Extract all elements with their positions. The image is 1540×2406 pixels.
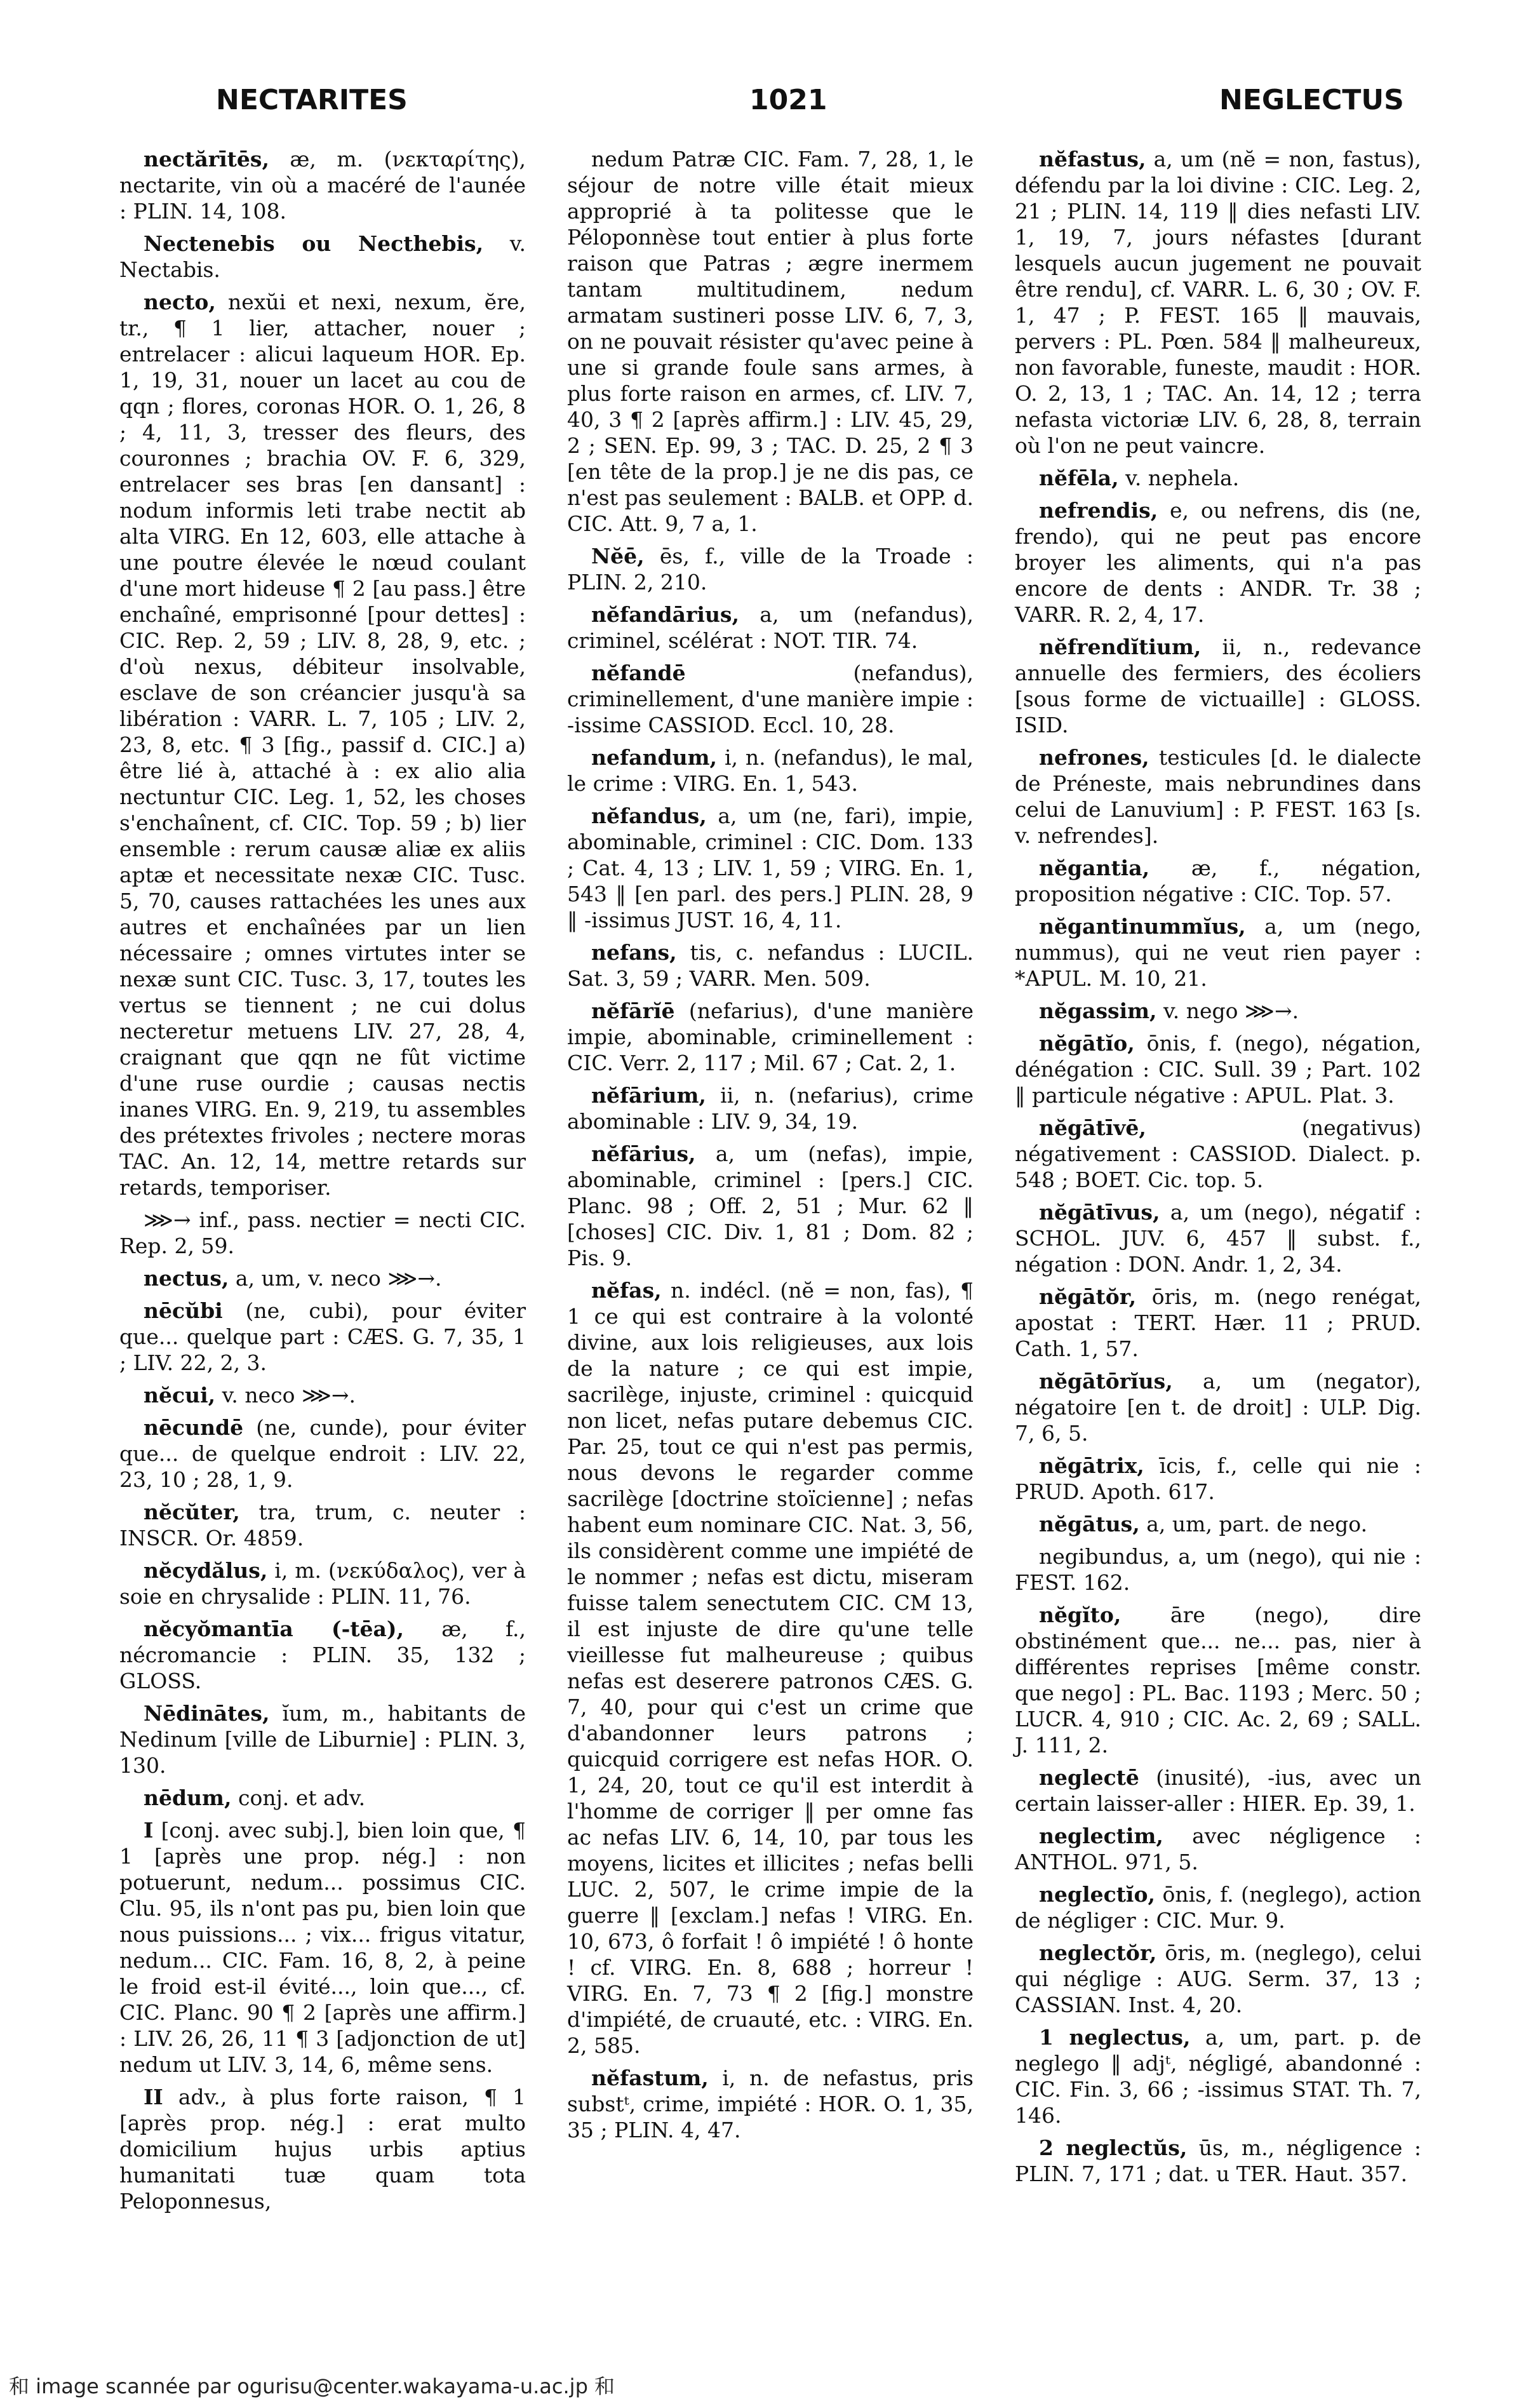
dictionary-entry — [119, 1785, 526, 1811]
entry-headword: nĕcydălus, — [144, 1558, 268, 1583]
entry-definition: a, um, part. p. de neglego ‖ adjᵗ, négligé, abandonné : CIC. Fin. 3, 66 ; -issimus STAT. Th. 7, 146. — [1015, 2025, 1421, 2128]
dictionary-entry — [119, 1557, 526, 1610]
entry-headword: nefans, — [591, 940, 677, 965]
dictionary-entry — [567, 146, 974, 537]
entry-definition: ii, n. (nefarius), crime abominable : LIV. 9, 34, 19. — [567, 1083, 974, 1134]
entry-headword: neglectŏr, — [1039, 1940, 1157, 1965]
entry-headword: nĕgĭto, — [1039, 1603, 1122, 1627]
page-header — [0, 84, 1540, 135]
entry-definition: (inusité), -ius, avec un certain laisser-aller : HIER. Ep. 39, 1. — [1015, 1765, 1421, 1816]
dictionary-entry — [567, 543, 974, 595]
entry-definition: (ne, cubi), pour éviter que... quelque part : CÆS. G. 7, 35, 1 ; LIV. 22, 2, 3. — [119, 1298, 526, 1375]
entry-headword: nĕgātīvus, — [1039, 1200, 1160, 1225]
dictionary-entry — [567, 1141, 974, 1271]
entry-headword: nĕfrendĭtium, — [1039, 635, 1202, 659]
entry-definition: ĭum, m., habitants de Nedinum [ville de Liburnie] : PLIN. 3, 130. — [119, 1701, 526, 1778]
dictionary-entry — [1015, 1881, 1421, 1933]
entry-definition: (ne, cunde), pour éviter que... de quelque endroit : LIV. 22, 23, 10 ; 28, 1, 9. — [119, 1415, 526, 1492]
dictionary-entry — [1015, 1511, 1421, 1537]
dictionary-entry — [1015, 1823, 1421, 1875]
entry-headword: nĕgantia, — [1039, 856, 1150, 880]
entry-headword: Nĕē, — [591, 544, 645, 568]
dictionary-columns — [119, 146, 1421, 2306]
entry-headword: nĕgātrix, — [1039, 1453, 1144, 1478]
dictionary-entry — [567, 744, 974, 796]
entry-definition: ūs, m., négligence : PLIN. 7, 171 ; dat. u TER. Haut. 357. — [1015, 2135, 1421, 2186]
column-left — [119, 146, 526, 2306]
entry-definition: conj. et adv. — [238, 1785, 366, 1810]
dictionary-entry — [119, 1817, 526, 2078]
dictionary-entry — [119, 1499, 526, 1551]
dictionary-entry — [119, 231, 526, 283]
entry-definition: īcis, f., celle qui nie : PRUD. Apoth. 617. — [1015, 1453, 1421, 1504]
dictionary-entry — [567, 803, 974, 933]
entry-definition: ōnis, f. (neglego), action de négliger : CIC. Mur. 9. — [1015, 1882, 1421, 1933]
entry-headword: nĕcŭter, — [144, 1500, 240, 1524]
entry-definition: e, ou nefrens, dis (ne, frendo), qui ne peut pas encore broyer les aliments, qui n'a pas encore de dents : ANDR. Tr. 38 ; VARR. R. 2, 4, 17. — [1015, 498, 1421, 627]
dictionary-entry — [567, 2065, 974, 2143]
entry-definition: ⋙→ inf., pass. nectier = necti CIC. Rep. 2, 59. — [119, 1207, 526, 1258]
dictionary-entry — [1015, 2024, 1421, 2128]
entry-definition: avec négligence : ANTHOL. 971, 5. — [1015, 1824, 1421, 1874]
entry-headword: nĕfēla, — [1039, 466, 1119, 490]
entry-definition: ōris, m. (nego renégat, apostat : TERT. Hær. 11 ; PRUD. Cath. 1, 57. — [1015, 1284, 1421, 1361]
entry-definition: i, m. (νεκύδαλος), ver à soie en chrysalide : PLIN. 11, 76. — [119, 1558, 526, 1609]
entry-headword: Nectenebis ou Necthebis, — [144, 231, 484, 256]
entry-definition: ōnis, f. (nego), négation, dénégation : CIC. Sull. 39 ; Part. 102 ‖ particule négative : APUL. Plat. 3. — [1015, 1031, 1421, 1108]
entry-definition: a, um (nego, nummus), qui ne veut rien payer : *APUL. M. 10, 21. — [1015, 914, 1422, 991]
entry-definition: (negativus) négativement : CASSIOD. Dialect. p. 548 ; BOET. Cic. top. 5. — [1015, 1115, 1421, 1192]
header-left-guide-word: NECTARITES — [216, 84, 408, 116]
entry-headword: nĕgātīvē, — [1039, 1115, 1146, 1140]
entry-headword: II — [144, 2085, 163, 2109]
entry-headword: nēdum, — [144, 1785, 232, 1810]
dictionary-entry — [119, 289, 526, 1200]
dictionary-entry — [567, 660, 974, 738]
entry-definition: ōris, m. (neglego), celui qui néglige : AUG. Serm. 37, 13 ; CASSIAN. Inst. 4, 20. — [1015, 1940, 1422, 2017]
entry-definition: nedum Patræ CIC. Fam. 7, 28, 1, le séjour de notre ville était mieux approprié à ta politesse que le Péloponnèse tout entier à plus forte raison que Patras ; ægre inermem tantam multitudinem, nedum armatam sustineri posse LIV. 6, 7, 3, on ne pouvait résister qu'avec peine à une si grande foule sans armes, à plus forte raison en armes, cf. LIV. 7, 40, 3 ¶ 2 [après affirm.] : LIV. 45, 29, 2 ; SEN. Ep. 99, 3 ; TAC. D. 25, 2 ¶ 3 [en tête de la prop.] je ne dis pas, ce n'est pas seulement : BALB. et OPP. d. CIC. Att. 9, 7 a, 1. — [567, 147, 974, 536]
dictionary-entry — [1015, 1030, 1421, 1108]
entry-definition: a, um, part. de nego. — [1146, 1512, 1368, 1536]
entry-headword: nectărītēs, — [144, 147, 269, 171]
entry-headword: nĕfārius, — [591, 1141, 696, 1166]
dictionary-entry — [119, 1700, 526, 1778]
dictionary-entry — [1015, 998, 1421, 1024]
entry-definition: a, um (ne, fari), impie, abominable, criminel : CIC. Dom. 133 ; Cat. 4, 13 ; LIV. 1, 59 ; VIRG. En. 1, 543 ‖ [en parl. des pers.] PLIN. 28, 9 ‖ -issimus JUST. 16, 4, 11. — [567, 803, 974, 932]
dictionary-entry — [1015, 1543, 1421, 1596]
dictionary-entry — [119, 146, 526, 224]
dictionary-entry — [119, 1207, 526, 1259]
dictionary-entry — [1015, 1453, 1421, 1505]
dictionary-entry — [1015, 1284, 1421, 1362]
entry-definition: [conj. avec subj.], bien loin que, ¶ 1 [après une prop. nég.] : non potuerunt, nedum... possimus CIC. Clu. 95, ils n'ont pas pu, bien loin que nous puissions... ; vix... frigus vitatur, nedum... CIC. Fam. 16, 8, 2, à peine le froid est-il évité..., loin que..., cf. CIC. Planc. 90 ¶ 2 [après une affirm.] : LIV. 26, 26, 11 ¶ 3 [adjonction de ut] nedum ut LIV. 3, 14, 6, même sens. — [119, 1818, 526, 2077]
entry-definition: (nefandus), criminellement, d'une manière impie : -issime CASSIOD. Eccl. 10, 28. — [567, 661, 974, 737]
entry-headword: nĕfārium, — [591, 1083, 706, 1108]
dictionary-entry — [1015, 634, 1421, 738]
entry-definition: tis, c. nefandus : LUCIL. Sat. 3, 59 ; VARR. Men. 509. — [567, 940, 974, 991]
entry-definition: āre (nego), dire obstinément que... ne... pas, nier à différentes reprises [même constr. que nego] : PL. Bac. 1193 ; Merc. 50 ; LUCR. 4, 910 ; CIC. Ac. 2, 69 ; SALL. J. 111, 2. — [1015, 1603, 1421, 1757]
page-number: 1021 — [749, 84, 827, 116]
dictionary-entry — [1015, 1602, 1421, 1758]
entry-definition: tra, trum, c. neuter : INSCR. Or. 4859. — [119, 1500, 526, 1550]
entry-definition: n. indécl. (nĕ = non, fas), ¶ 1 ce qui est contraire à la volonté divine, aux lois religieuses, aux lois de la nature ; ce qui est impie, sacrilège, injuste, criminel : quicquid non licet, nefas putare debemus CIC. Par. 25, tout ce qui n'est pas permis, nous devons le regarder comme sacrilège [doctrine stoïcienne] ; nefas habent eum nominare CIC. Nat. 3, 56, ils considèrent comme une impiété de le nommer ; nefas est dictu, miseram fuisse talem senectutem CIC. CM 13, il est injuste de dire qu'une telle vieillesse fut malheureuse ; quibus nefas est deserere patronos CÆS. G. 7, 40, pour qui c'est un crime que d'abandonner leurs patrons ; quicquid corrigere est nefas HOR. O. 1, 24, 20, tout ce qu'il est interdit à l'homme de corriger ‖ per omne fas ac nefas LIV. 6, 14, 10, par tous les moyens, licites et illicites ; nefas belli LUC. 2, 507, le crime impie de la guerre ‖ [exclam.] nefas ! VIRG. En. 10, 673, ô forfait ! ô impiété ! ô honte ! cf. VIRG. En. 8, 688 ; horreur ! VIRG. En. 7, 73 ¶ 2 [fig.] monstre d'impiété, de cruauté, etc. : VIRG. En. 2, 585. — [567, 1278, 974, 2058]
dictionary-entry — [1015, 855, 1421, 907]
entry-headword: nĕgassim, — [1039, 998, 1157, 1023]
dictionary-entry — [119, 1298, 526, 1376]
dictionary-entry — [1015, 1940, 1421, 2018]
entry-definition: æ, f., nécromancie : PLIN. 35, 132 ; GLOSS. — [119, 1616, 526, 1693]
dictionary-entry — [1015, 1368, 1421, 1446]
entry-headword: 1 neglectus, — [1039, 2025, 1191, 2050]
dictionary-entry — [1015, 465, 1421, 491]
entry-definition: testicules [d. le dialecte de Préneste, mais nebrundines dans celui de Lanuvium] : P. FEST. 163 [s. v. nefrendes]. — [1015, 745, 1421, 848]
entry-definition: a, um (negator), négatoire [en t. de droit] : ULP. Dig. 7, 6, 5. — [1015, 1369, 1421, 1446]
dictionary-entry — [567, 939, 974, 991]
entry-headword: necto, — [144, 290, 216, 314]
entry-definition: ii, n., redevance annuelle des fermiers, des écoliers [sous forme de victuaille] : GLOSS. ISID. — [1015, 635, 1421, 737]
entry-headword: nĕfastum, — [591, 2066, 709, 2090]
dictionary-entry — [567, 1277, 974, 2059]
entry-definition: i, n. de nefastus, pris substᵗ, crime, impiété : HOR. O. 1, 35, 35 ; PLIN. 4, 47. — [567, 2066, 974, 2142]
entry-headword: nefrones, — [1039, 745, 1149, 770]
dictionary-entry — [1015, 1764, 1421, 1817]
entry-definition: i, n. (nefandus), le mal, le crime : VIRG. En. 1, 543. — [567, 745, 974, 796]
entry-definition: v. Nectabis. — [119, 231, 526, 282]
entry-definition: a, um (nego), négatif : SCHOL. JUV. 6, 457 ‖ subst. f., négation : DON. Andr. 1, 2, 34. — [1015, 1200, 1421, 1277]
entry-headword: nefrendis, — [1039, 498, 1158, 523]
entry-definition: v. neco ⋙→. — [222, 1383, 356, 1408]
entry-headword: neglectim, — [1039, 1824, 1163, 1848]
header-right-guide-word: NEGLECTUS — [1219, 84, 1404, 116]
dictionary-entry — [567, 998, 974, 1076]
entry-definition: adv., à plus forte raison, ¶ 1 [après prop. nég.] : erat multo domicilium hujus urbis aptius humanitati tuæ quam tota Peloponnesus, — [119, 2085, 526, 2214]
entry-headword: nĕfastus, — [1039, 147, 1146, 171]
dictionary-entry — [567, 602, 974, 654]
entry-headword: nēcundē — [144, 1415, 244, 1440]
entry-headword: nĕgantinummĭus, — [1039, 914, 1246, 939]
entry-definition: v. nephela. — [1125, 466, 1240, 490]
entry-definition: v. nego ⋙→. — [1163, 998, 1299, 1023]
entry-definition: æ, f., négation, proposition négative : CIC. Top. 57. — [1015, 856, 1421, 906]
entry-headword: nefandum, — [591, 745, 718, 770]
entry-definition: nexŭi et nexi, nexum, ĕre, tr., ¶ 1 lier, attacher, nouer ; entrelacer : alicui laqueum HOR. Ep. 1, 19, 31, nouer un lacet au cou de qqn ; flores, coronas HOR. O. 1, 26, 8 ; 4, 11, 3, tresser des fleurs, des couronnes ; brachia OV. F. 6, 329, entrelacer ses bras [en dansant] : nodum informis leti trabe nectit ab alta VIRG. En 12, 603, elle attache à une poutre élevée le nœud coulant d'une mort hideuse ¶ 2 [au pass.] être enchaîné, emprisonné [pour dettes] : CIC. Rep. 2, 59 ; LIV. 8, 28, 9, etc. ; d'où nexus, débiteur insolvable, esclave de son créancier jusqu'à sa libération : VARR. L. 7, 105 ; LIV. 2, 23, 8, etc. ¶ 3 [fig., passif d. CIC.] a) être lié à, attaché à : ex alio alia nectuntur CIC. Leg. 1, 52, les choses s'enchaînent, cf. CIC. Top. 59 ; b) lier ensemble : rerum causæ aliæ ex aliis aptæ et necessitate nexæ CIC. Tusc. 5, 70, causes rattachées les unes aux autres et enchaînées par un lien nécessaire ; omnes virtutes inter se nexæ sunt CIC. Tusc. 3, 17, toutes les vertus se tiennent ; ne cui dolus necteretur metuens LIV. 27, 28, 4, craignant que qqn ne fût victime d'une ruse ourdie ; causas nectis inanes VIRG. En. 9, 219, tu assembles des prétextes frivoles ; nectere moras TAC. An. 12, 14, mettre retards sur retards, temporiser. — [119, 290, 526, 1200]
entry-headword: nĕgātĭo, — [1039, 1031, 1135, 1056]
entry-definition: a, um (nefandus), criminel, scélérat : NOT. TIR. 74. — [567, 602, 974, 653]
entry-headword: nĕcyŏmantīa (-tēa), — [144, 1616, 404, 1641]
dictionary-entry — [119, 2084, 526, 2214]
entry-headword: nĕfandārius, — [591, 602, 739, 627]
dictionary-entry — [119, 1616, 526, 1694]
dictionary-entry — [1015, 146, 1421, 459]
entry-headword: nĕfandus, — [591, 803, 707, 828]
dictionary-entry — [1015, 913, 1421, 991]
entry-headword: nĕgātŏr, — [1039, 1284, 1137, 1309]
entry-headword: neglectĭo, — [1039, 1882, 1155, 1907]
dictionary-entry — [1015, 2135, 1421, 2187]
entry-definition: (nefarius), d'une manière impie, abominable, criminellement : CIC. Verr. 2, 117 ; Mil. 67 ; Cat. 2, 1. — [567, 998, 974, 1075]
dictionary-entry — [1015, 744, 1421, 849]
entry-headword: nēcŭbi — [144, 1298, 223, 1323]
dictionary-entry — [1015, 1199, 1421, 1277]
entry-headword: nĕfārĭē — [591, 998, 675, 1023]
entry-headword: I — [144, 1818, 154, 1843]
entry-headword: nĕfas, — [591, 1278, 662, 1303]
entry-definition: a, um (nefas), impie, abominable, criminel : [pers.] CIC. Planc. 98 ; Off. 2, 51 ; Mur. 62 ‖ [choses] CIC. Div. 1, 81 ; Dom. 82 ; Pis. 9. — [567, 1141, 974, 1270]
entry-definition: a, um, v. neco ⋙→. — [235, 1266, 442, 1291]
entry-headword: 2 neglectŭs, — [1039, 2135, 1188, 2160]
entry-headword: neglectē — [1039, 1765, 1139, 1790]
entry-definition: negibundus, a, um (nego), qui nie : FEST. 162. — [1015, 1544, 1421, 1595]
entry-definition: a, um (nĕ = non, fastus), défendu par la loi divine : CIC. Leg. 2, 21 ; PLIN. 14, 119 ‖ dies nefasti LIV. 1, 19, 7, jours néfastes [durant lesquels aucun jugement ne pouvait être rendu], cf. VARR. L. 6, 30 ; OV. F. 1, 47 ; P. FEST. 165 ‖ mauvais, pervers : PL. Pœn. 584 ‖ malheureux, non favorable, funeste, maudit : HOR. O. 2, 13, 1 ; TAC. An. 14, 12 ; terra nefasta victoriæ LIV. 6, 28, 8, terrain où l'on ne peut vaincre. — [1015, 147, 1421, 458]
dictionary-entry — [119, 1415, 526, 1493]
dictionary-entry — [119, 1382, 526, 1408]
entry-headword: nĕfandē — [591, 661, 686, 685]
column-middle — [567, 146, 974, 2306]
scan-credit: 和 image scannée par ogurisu@center.wakayama-u.ac.jp 和 — [9, 2374, 615, 2398]
dictionary-entry — [119, 1265, 526, 1291]
column-right — [1015, 146, 1421, 2306]
entry-definition: ēs, f., ville de la Troade : PLIN. 2, 210. — [567, 544, 974, 595]
dictionary-entry — [567, 1082, 974, 1134]
entry-headword: nĕgātōrĭus, — [1039, 1369, 1173, 1394]
entry-headword: nĕgātus, — [1039, 1512, 1140, 1536]
entry-headword: nĕcui, — [144, 1383, 216, 1408]
dictionary-entry — [1015, 1115, 1421, 1193]
entry-headword: nectus, — [144, 1266, 229, 1291]
entry-headword: Nēdinātes, — [144, 1701, 270, 1726]
entry-definition: æ, m. (νεκταρίτης), nectarite, vin où a macéré de l'aunée : PLIN. 14, 108. — [119, 147, 526, 224]
dictionary-entry — [1015, 497, 1421, 628]
